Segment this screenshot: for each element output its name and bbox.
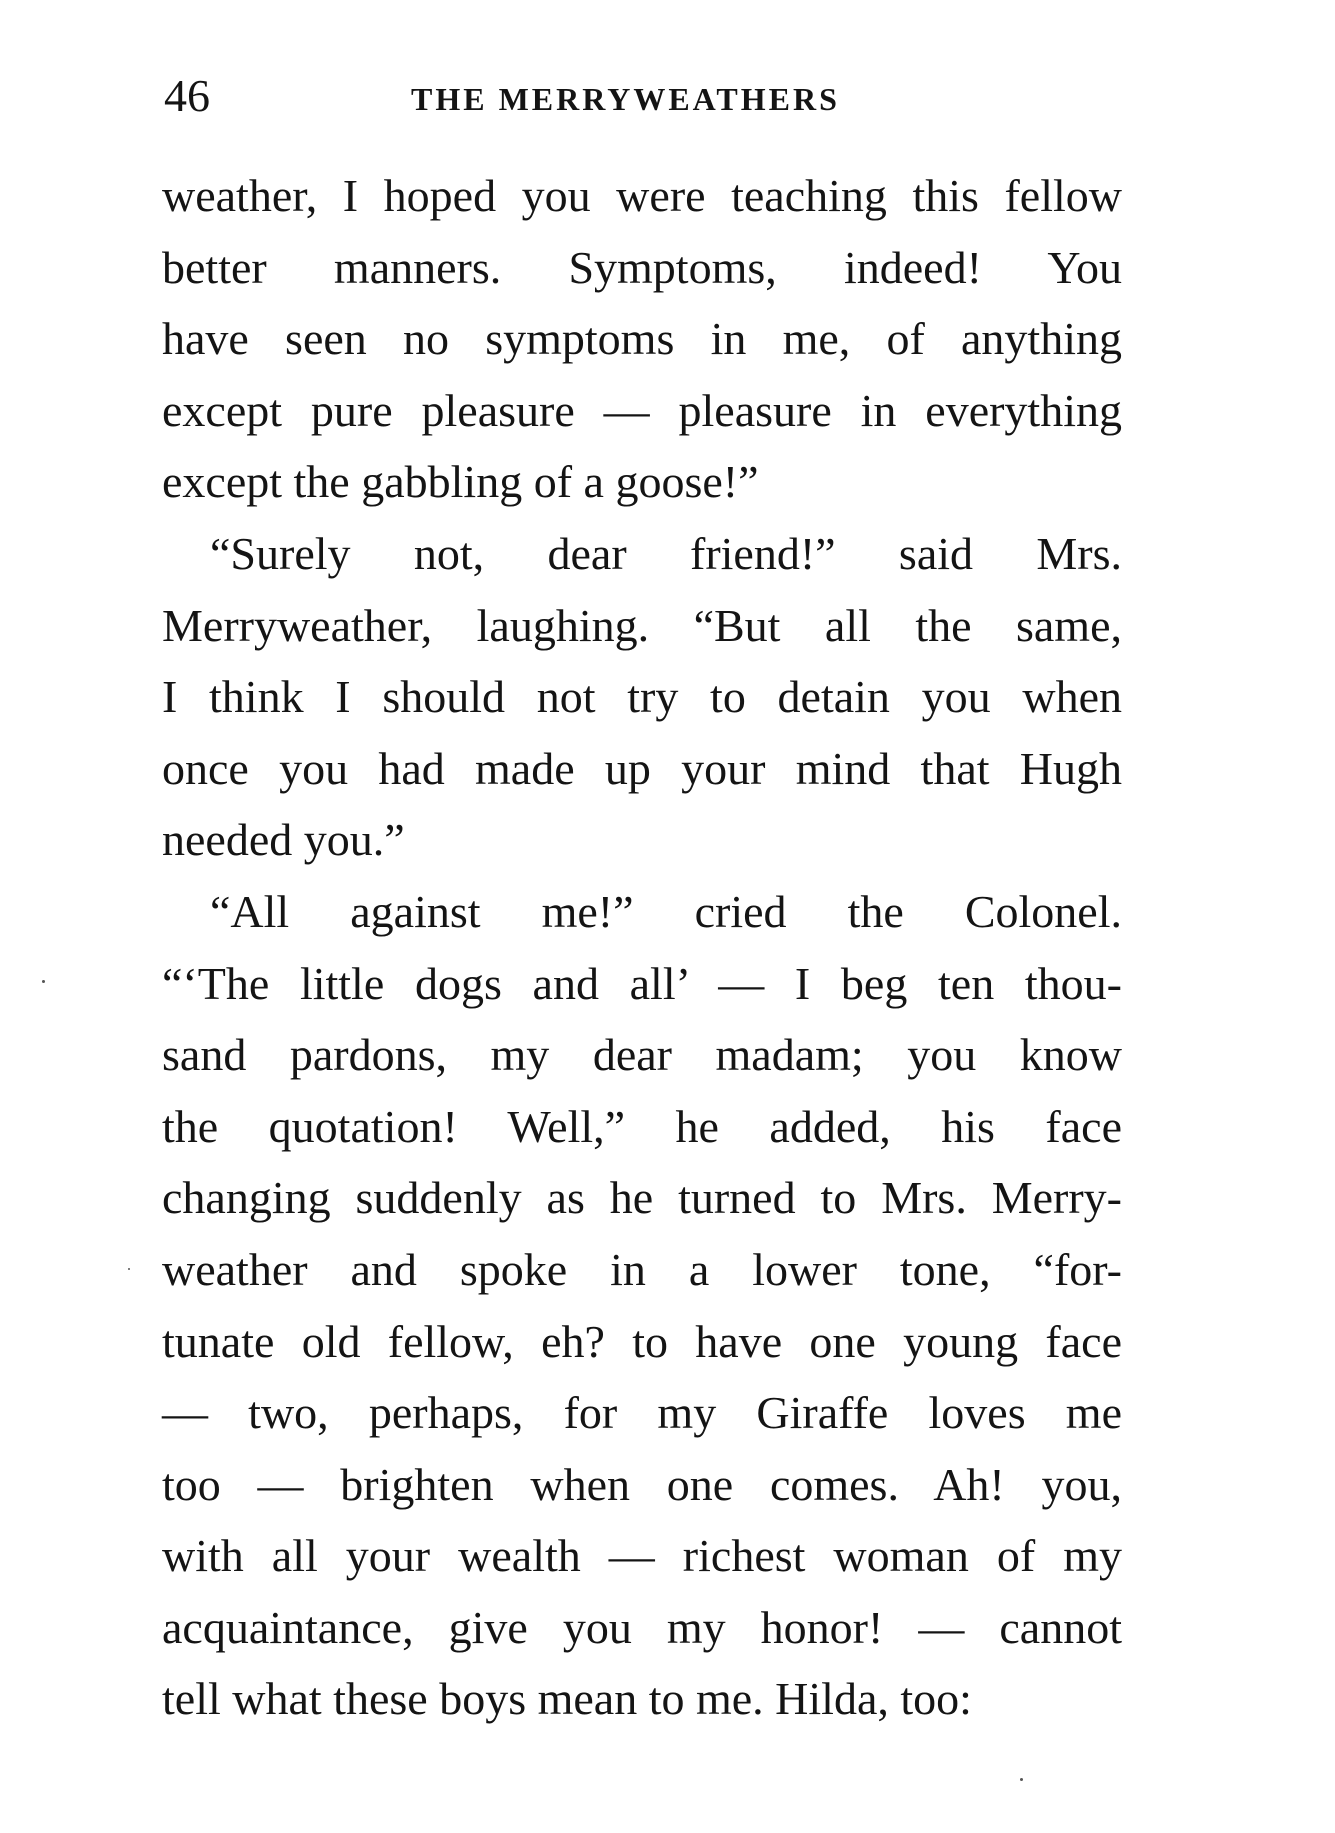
text-line: once you had made up your mind that Hugh: [162, 742, 1122, 794]
text-line: sand pardons, my dear madam; you know: [162, 1029, 1122, 1081]
text-line: “All against me!” cried the Colonel.: [210, 885, 1122, 937]
text-line: with all your wealth — richest woman of my: [162, 1530, 1122, 1582]
text-line: tell what these boys mean to me. Hilda, too:: [162, 1673, 972, 1725]
page-number: 46: [164, 70, 210, 121]
paper-speck: [128, 1268, 130, 1270]
body-text: [162, 160, 1122, 1735]
text-line: needed you.”: [162, 814, 405, 866]
text-line: have seen no symptoms in me, of anything: [162, 313, 1122, 365]
text-line: better manners. Symptoms, indeed! You: [162, 241, 1122, 293]
running-title: THE MERRYWEATHERS: [411, 81, 840, 117]
paper-speck: [1020, 1778, 1023, 1781]
text-line: except pure pleasure — pleasure in everything: [162, 384, 1122, 436]
text-line: “Surely not, dear friend!” said Mrs.: [210, 527, 1122, 579]
text-line: acquaintance, give you my honor! — cannot: [162, 1601, 1122, 1653]
running-head: [164, 68, 1124, 128]
text-line: weather and spoke in a lower tone, “for-: [162, 1243, 1122, 1295]
text-line: too — brighten when one comes. Ah! you,: [162, 1458, 1122, 1510]
text-line: tunate old fellow, eh? to have one young face: [162, 1315, 1122, 1367]
text-line: changing suddenly as he turned to Mrs. Merry-: [162, 1172, 1122, 1224]
text-line: I think I should not try to detain you when: [162, 671, 1122, 723]
text-line: weather, I hoped you were teaching this fellow: [162, 170, 1122, 221]
text-line: “‘The little dogs and all’ — I beg ten thou-: [162, 957, 1122, 1009]
paper-speck: [42, 980, 45, 983]
text-line: Merryweather, laughing. “But all the same,: [162, 599, 1122, 651]
text-line: — two, perhaps, for my Giraffe loves me: [162, 1387, 1122, 1439]
text-line: except the gabbling of a goose!”: [162, 456, 759, 508]
text-line: the quotation! Well,” he added, his face: [162, 1100, 1122, 1152]
